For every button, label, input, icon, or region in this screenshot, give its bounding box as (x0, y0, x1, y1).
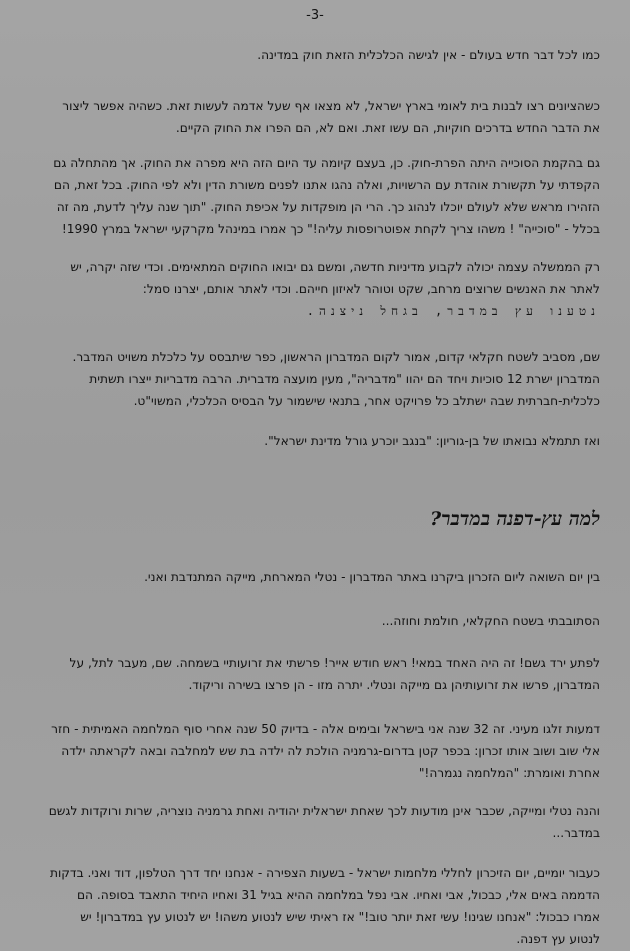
text-line: כעבור יומיים, יום הזיכרון לחללי מלחמות ישראל - בשעות הצפירה - אנחנו יחד דרך הטלפון, דוד ואני. בדקות (49, 866, 600, 880)
text-line: אמרו כבכול: "אנחנו שגינו! עשי זאת יותר טוב!" אז ראיתי שיש לנטוע משהו! יש לנטוע עץ במדברון! יש (80, 910, 600, 924)
text-line: רק הממשלה עצמה יכולה לקבוע מדיניות חדשה, ומשם גם יבואו החוקים המתאימים. וכדי שזה יקרה, יש (70, 260, 600, 274)
text-line: שם, מסביב לשטח חקלאי קדום, אמור לקום המדברון הראשון, כפר שיתבסס על כלכלת משויט המדבר. (72, 350, 600, 364)
paragraph-12 (22, 862, 600, 950)
text-line: במדבר... (552, 826, 600, 840)
paragraph-7 (22, 566, 600, 588)
text-line: כמו לכל דבר חדש בעולם - אין לגישה הכלכלית הזאת חוק במדינה. (257, 48, 600, 62)
paragraph-1 (22, 44, 600, 66)
paragraph-6 (22, 430, 600, 452)
paragraph-10 (22, 718, 600, 784)
paragraph-8 (22, 610, 600, 632)
text-line: בין יום השואה ליום הזכרון ביקרנו באתר המדברון - נטלי המארחת, מייקה המתנדבת ואני. (144, 570, 600, 584)
paragraph-5 (22, 346, 600, 412)
text-line: גם בהקמת הסוכייה היתה הפרת-חוק. כן, בעצם קיומה עד היום הזה היא מפרה את החוק. אך מהתחלה גם (53, 156, 600, 170)
text-line: כלכלית-חברתית שבה ישתלב כל פרויקט אחר, בתנאי שישמור על הבסיס הכלכלי, המשוי"ט. (133, 394, 600, 408)
text-line: המדברון, פרשו את זרועותיהן גם מייקה ונטלי. יתרה מזו - הן פרצו בשירה וריקוד. (188, 678, 600, 692)
page-number: -3- (306, 8, 324, 23)
text-line: ואז תתמלא נבואתו של בן-גוריון: "בנגב יוכרע גורל מדינת ישראל". (264, 434, 600, 448)
paragraph-2 (22, 95, 600, 139)
text-line: דמעות זלגו מעיני. זה 32 שנה אני בישראל ובימים אלה - בדיוק 50 שנה אחרי סוף המלחמה האמיתית - חזר (51, 722, 600, 736)
paragraph-9 (22, 652, 600, 696)
text-line: והנה נטלי ומייקה, שכבר אינן מודעות לכך שאחת ישראלית יהודיה ואחת גרמניה נוצריה, שרות ורוקדות לגשם (48, 804, 600, 818)
paragraph-4 (22, 256, 600, 322)
text-line: לאתר את האנשים שרוצים מרחב, שקט וטוהר לאיזון חייהם. וכדי לאתר אותם, יצרנו סמל: (142, 282, 600, 296)
text-line: לנטוע עץ דפנה. (516, 932, 600, 946)
text-line: את הדבר החדש בדרכים חוקיות, הם עשו זאת. ואם לא, הם הפרו את החוק הקיים. (175, 121, 600, 135)
text-line: בכלל - "סוכייה" ! משהו צריך לקחת אפוטרופסות עליה!" כך אמרו במינהל מקרקעי ישראל במרץ 1990! (61, 222, 600, 236)
text-line: לפתע ירד גשם! זה היה האחד במאי! ראש חודש אייר! פרשתי את זרועותיי בשמחה. שם, מעבר לתל, על (69, 656, 600, 670)
text-line: כשהציונים רצו לבנות בית לאומי בארץ ישראל, לא מצאו אף שעל אדמה לעשות זאת. כשהיה אפשר ליצור (62, 99, 600, 113)
text-line: המדברון ישרת 12 סוכיות ויחד הם יהוו "מדבריה", מעין מועצה מדברית. הרבה מדבריות ייצרו תשתית (89, 372, 600, 386)
text-line: אלי שוב ושוב אותו זכרון: בכפר קטן בדרום-גרמניה הולכת לה ילדה בת שש למחלבה ובאה לקראתה ילדה (61, 744, 600, 758)
text-line: הדממה באים אלי, כבכול, אבי ואחיו. אבי נפל במלחמה ההיא בגיל 31 ואחיו היחיד התאבד בסופה. הם (76, 888, 600, 902)
text-line: הזהירו מראש שלא לעולם יוכלו לנהוג כך. הרי הן מופקדות על אכיפת החוק. "תוך שנה עליך לדעת, מה זה (56, 200, 600, 214)
text-line: אחרת ואומרת: "המלחמה נגמרה!" (418, 766, 600, 780)
text-line: הקפדתי על תקשורת אוהדת עם הרשויות, ואלה נהגו אתנו לפנים משורת הדין ולא לפי החוק. בכל זאת, הם (53, 178, 600, 192)
paragraph-11 (22, 800, 600, 844)
symbol-line: נטענו עץ במדבר, בגחל ניצנה. (306, 304, 600, 318)
text-line: הסתובבתי בשטח החקלאי, חולמת וחוזה... (381, 614, 600, 628)
section-heading: למה עץ-דפנה במדבר? (429, 508, 600, 530)
paragraph-3 (22, 152, 600, 240)
